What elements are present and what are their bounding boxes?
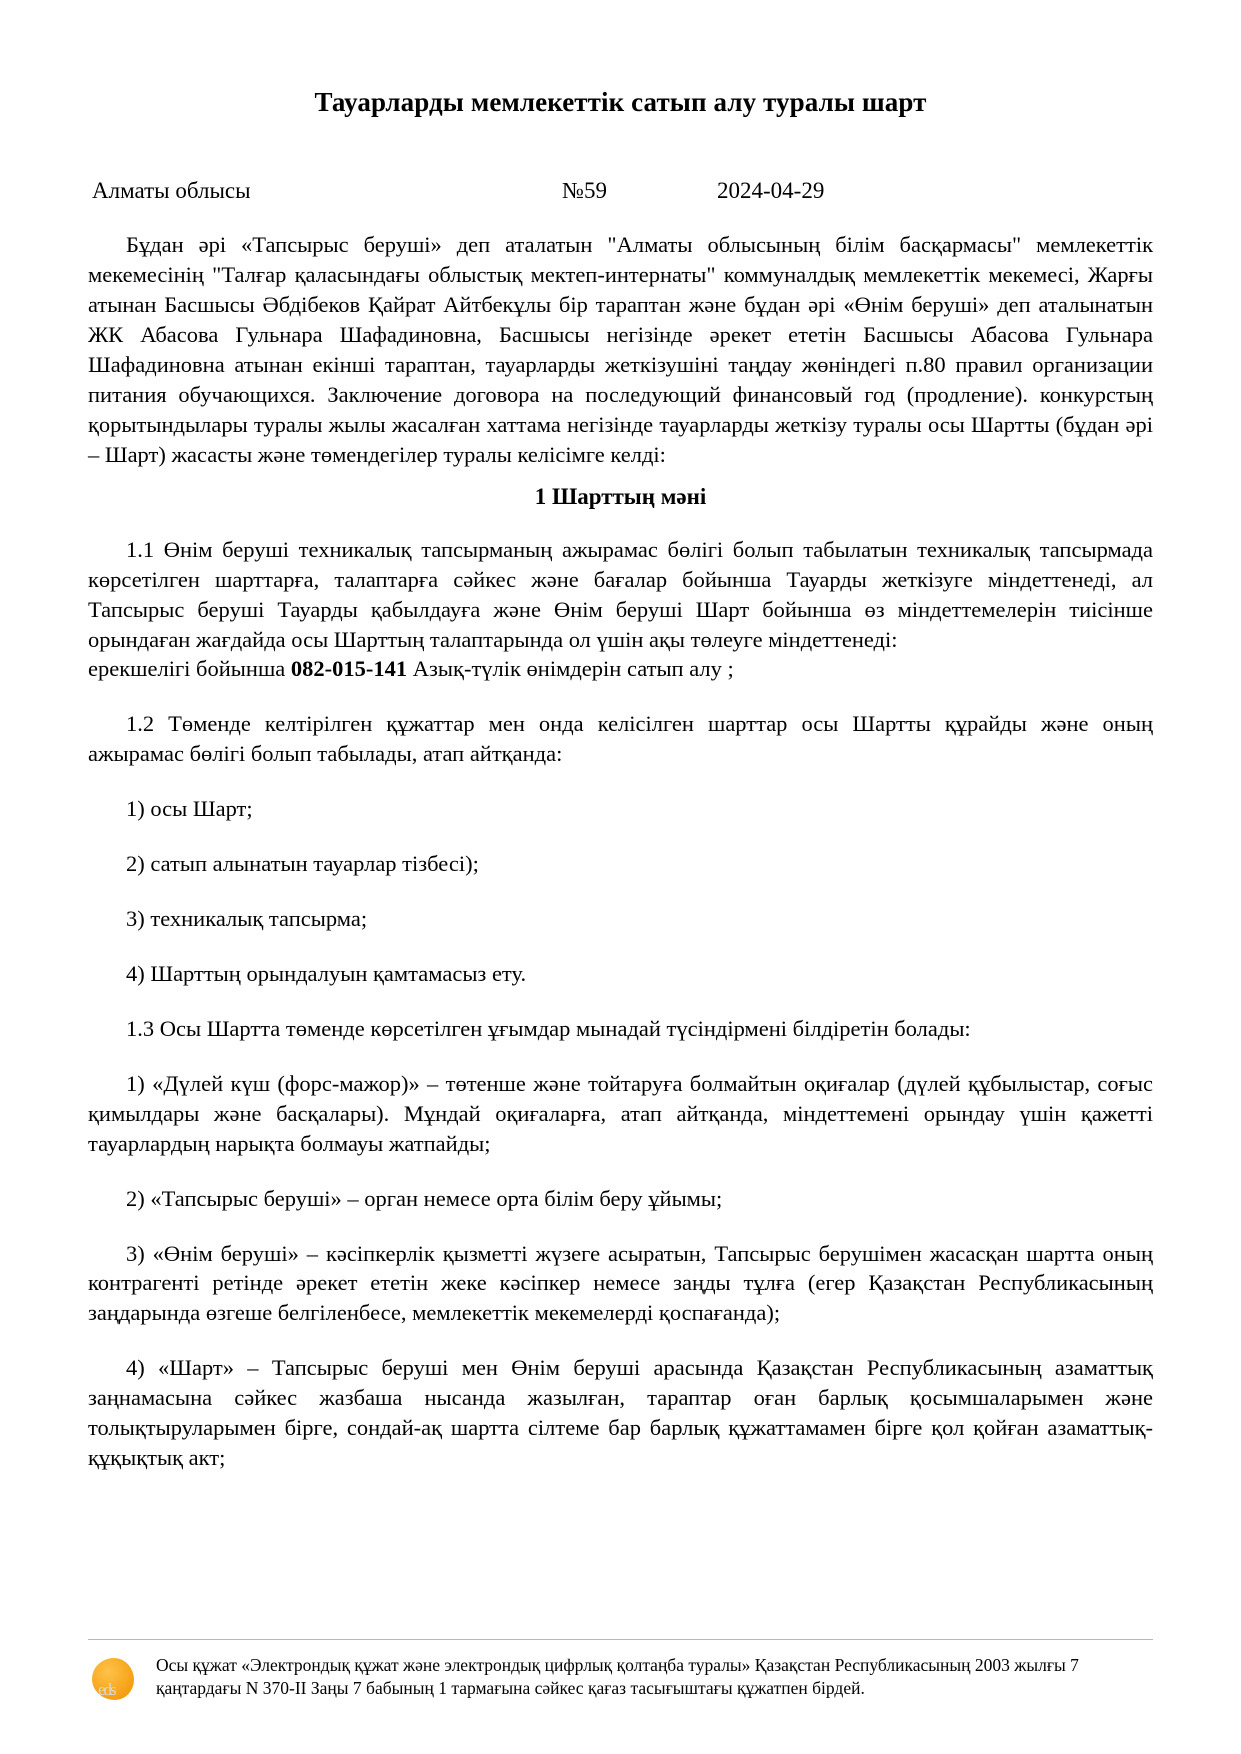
document-meta-row — [88, 178, 1153, 204]
page-title: Тауарларды мемлекеттік сатып алу туралы шарт — [314, 87, 927, 117]
footer-notice: Осы құжат «Электрондық құжат және электрондық цифрлық қолтаңба туралы» Қазақстан Республикасының 2003 жылғы 7 қаңтардағы N 370-II Заңы 7 бабының 1 тармағына сәйкес қағаз тасығыштағы құжатпен бірдей. — [156, 1655, 1079, 1699]
list-item: 4) Шарттың орындалуын қамтамасыз ету. — [126, 960, 527, 986]
list-item: 2) «Тапсырыс беруші» – орган немесе орта білім беру ұйымы; — [126, 1185, 723, 1211]
clause-1-3: 1.3 Осы Шартта төменде көрсетілген ұғымдар мынадай түсіндірмені білдіретін болады: — [126, 1015, 971, 1041]
list-item: 3) техникалық тапсырма; — [126, 906, 368, 932]
list-item: 2) сатып алынатын тауарлар тізбесі); — [126, 851, 479, 877]
preamble-paragraph: Бұдан әрі «Тапсырыс беруші» деп аталатын "Алматы облысының білім басқармасы" мемлекеттік мекемесінің "Талғар қаласындағы облыстық мектеп-интернаты" коммуналдық мемлекеттік мекемесі, Жарғы атынан Басшысы Әбдібеков Қайрат Айтбекұлы бір тараптан және бұдан әрі «Өнім беруші» деп аталынатын ЖК Абасова Гульнара Шафадиновна, Басшысы негізінде әрекет ететін Басшысы Абасова Гульнара Шафадиновна атынан екінші тараптан, тауарларды жеткізушіні таңдау жөніндегі п.80 правил организации питания обучающихся. Заключение договора на последующий финансовый год (продление). конкурстың қорытындылары туралы жылы жасалған хаттама негізінде тауарларды жеткізу туралы осы Шартты (бұдан әрі – Шарт) жасасты және төмендегілер туралы келісімге келді: — [88, 232, 1153, 467]
meta-contract-number: №59 — [562, 178, 607, 204]
clause-1-1: 1.1 Өнім беруші техникалық тапсырманың ажырамас бөлігі болып табылатын техникалық тапсырмада көрсетілген шарттарға, талаптарға сәйкес және бағалар бойынша Тауарды жеткізуге міндеттенеді, ал Тапсырыс беруші Тауарды қабылдауға және Өнім беруші Шарт бойынша өз міндеттемелерін тиісінше орындаған жағдайда осы Шарттың талаптарында ол үшін ақы төлеуге міндеттенеді: — [88, 536, 1153, 652]
footer-body — [88, 1654, 1153, 1710]
eds-stamp-icon — [88, 1656, 142, 1710]
clause-1-2: 1.2 Төменде келтірілген құжаттар мен онда келісілген шарттар осы Шартты құрайды және оның ажырамас бөлігі болып табылады, атап айтқанда: — [88, 711, 1153, 767]
purchase-line-prefix: ерекшелігі бойынша — [88, 656, 291, 682]
list-item: 1) «Дүлей күш (форс-мажор)» – төтенше және тойтаруға болмайтын оқиғалар (дүлей құбылыстар, соғыс қимылдары және басқалары). Мұндай оқиғаларға, атап айтқанда, міндеттемені орындау үшін қажетті тауарлардың нарықта болмауы жатпайды; — [88, 1070, 1153, 1156]
list-item: 1) осы Шарт; — [126, 796, 253, 822]
meta-place: Алматы облысы — [92, 178, 251, 204]
section-1-heading: 1 Шарттың мәні — [534, 483, 707, 509]
page-footer — [88, 1639, 1153, 1710]
list-item: 4) «Шарт» – Тапсырыс беруші мен Өнім беруші арасында Қазақстан Республикасының азаматтық заңнамасына сәйкес жазбаша нысанда жазылған, тараптар оған барлық қосымшаларымен және толықтыруларымен бірге, сондай-ақ шартта сілтеме бар барлық құжаттамамен бірге қол қойған азаматтық-құқықтық акт; — [88, 1355, 1153, 1471]
purchase-code: 082-015-141 — [290, 656, 408, 682]
footer-divider — [88, 1639, 1153, 1640]
meta-date: 2024-04-29 — [717, 178, 825, 204]
purchase-line-suffix: Азық-түлік өнімдерін сатып алу ; — [407, 656, 734, 682]
list-item: 3) «Өнім беруші» – кәсіпкерлік қызметті жүзеге асыратын, Тапсырыс берушімен жасасқан шартта оның контрагенті ретінде әрекет ететін жеке кәсіпкер немесе заңды тұлға (егер Қазақстан Республикасының заңдарында өзгеше белгіленбесе, мемлекеттік мекемелерді қоспағанда); — [88, 1240, 1153, 1326]
purchase-line — [88, 654, 1153, 684]
eds-stamp-glyph: eds — [98, 1680, 115, 1699]
